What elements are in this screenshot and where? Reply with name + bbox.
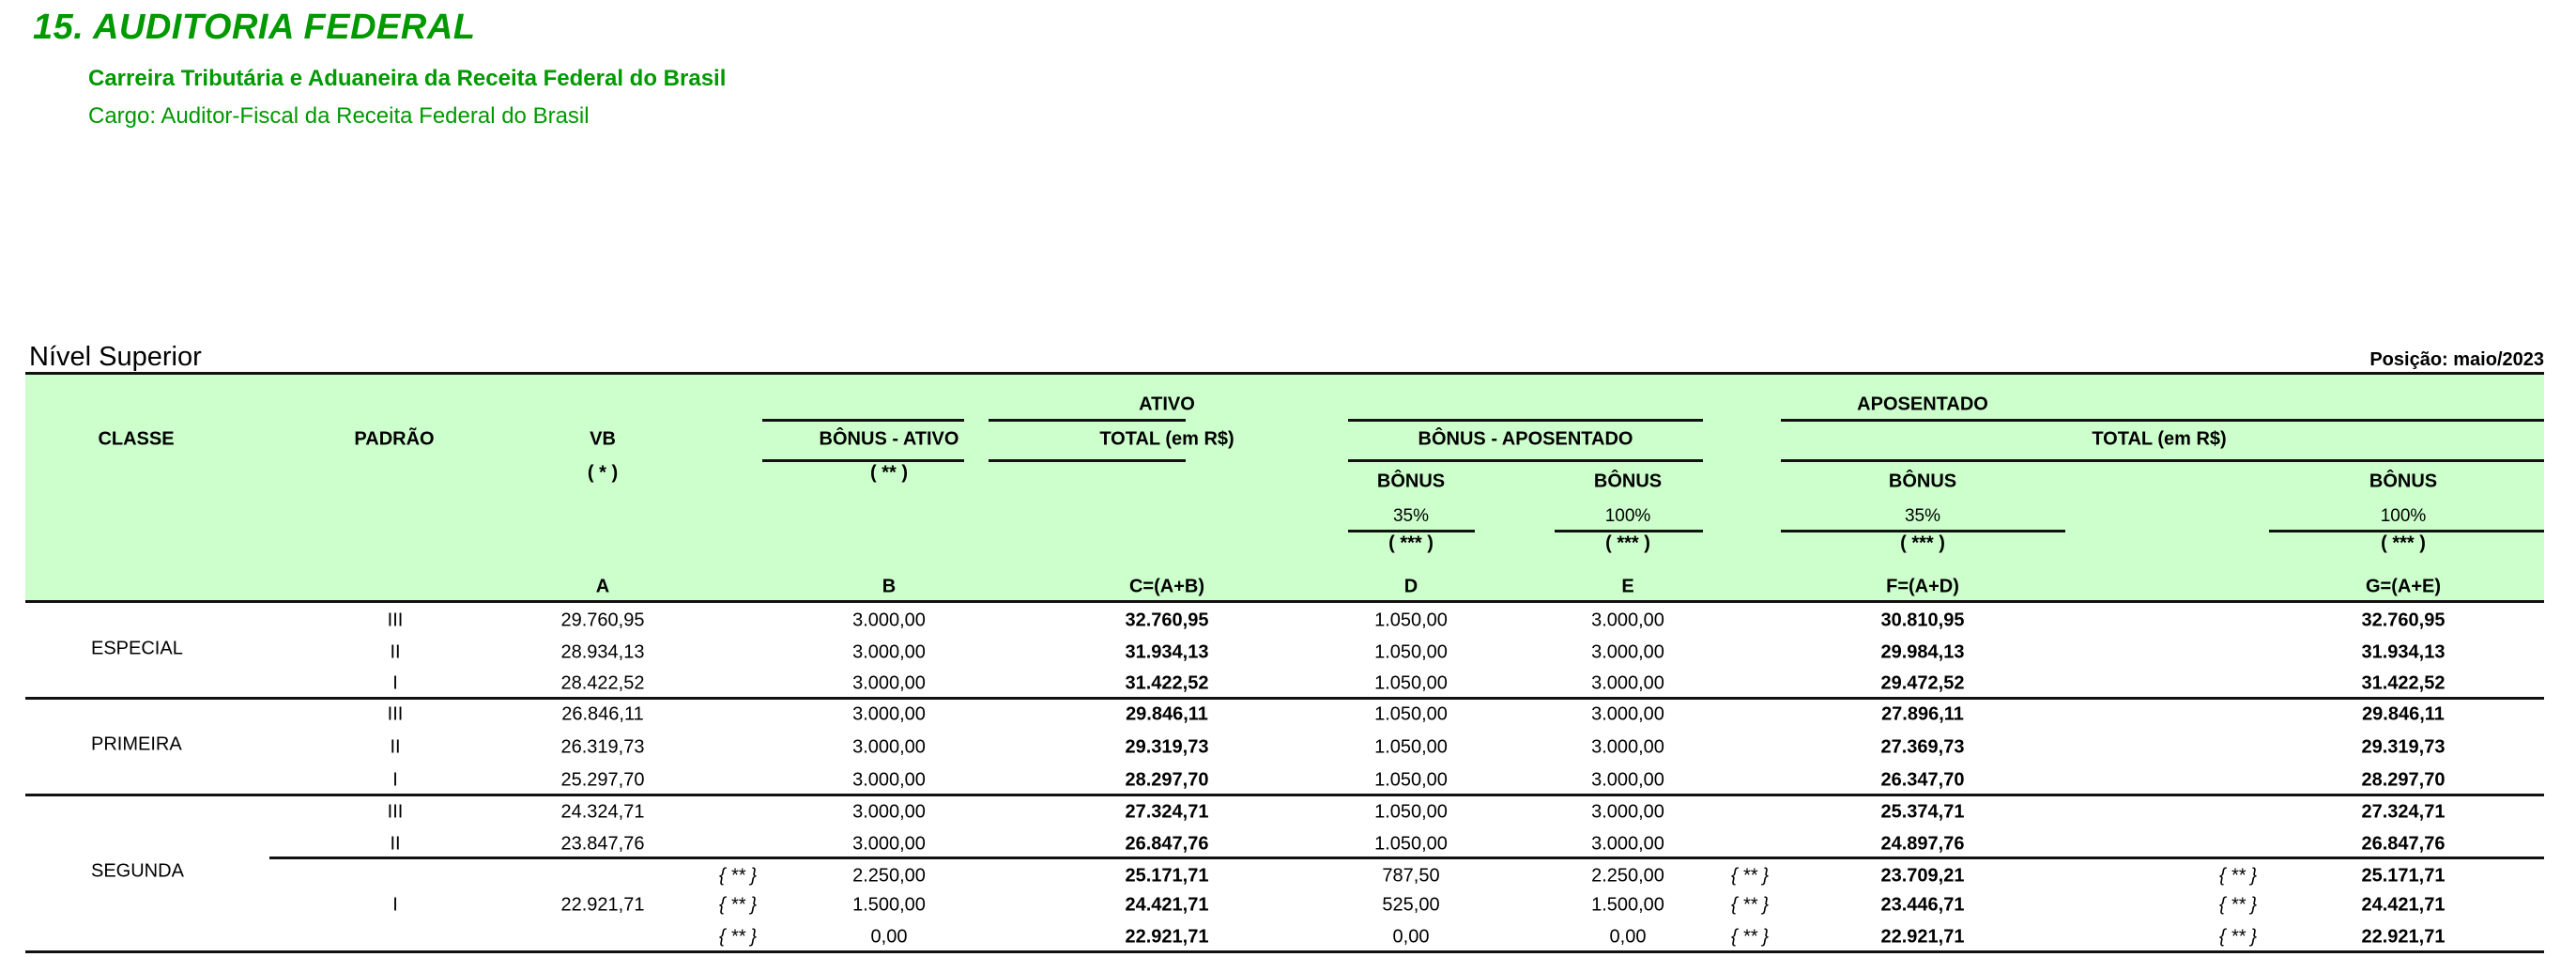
reference-date: Posição: maio/2023: [2369, 349, 2544, 370]
cell-c: 25.171,71: [1125, 865, 1209, 887]
header-pct-d: 35%: [1392, 506, 1430, 526]
cell-e: 3.000,00: [1591, 610, 1664, 631]
cell-c: 29.846,11: [1126, 703, 1208, 725]
cell-c: 22.921,71: [1125, 926, 1209, 948]
cell-padrao: III: [387, 703, 404, 725]
cell-f: 27.369,73: [1880, 736, 1965, 758]
cell-d: 1.050,00: [1374, 672, 1448, 694]
cell-a: 29.760,95: [560, 610, 645, 631]
footnote-marker: { ** }: [718, 926, 758, 948]
cell-a: 28.934,13: [560, 641, 645, 663]
cell-padrao: II: [390, 833, 401, 855]
cell-e: 3.000,00: [1591, 703, 1664, 725]
cell-a: 24.324,71: [560, 801, 645, 823]
cell-b: 3.000,00: [852, 610, 926, 631]
header-aposentado-group: APOSENTADO: [1857, 394, 1988, 415]
header-col-a: A: [595, 576, 610, 597]
cell-b: 3.000,00: [852, 801, 926, 823]
cell-f: 25.374,71: [1880, 801, 1965, 823]
cell-d: 1.050,00: [1374, 641, 1448, 663]
header-col-b: B: [882, 576, 897, 597]
header-col-c: C=(A+B): [1128, 576, 1205, 597]
cell-b: 3.000,00: [852, 641, 926, 663]
header-note-f: ( *** ): [1900, 533, 1945, 554]
bonus-aposentado-top-rule: [1348, 419, 1703, 422]
cell-g: 29.846,11: [2362, 703, 2445, 725]
cell-d: 1.050,00: [1374, 610, 1448, 631]
cell-g: 29.319,73: [2361, 736, 2446, 758]
header-bonus-aposentado: BÔNUS - APOSENTADO: [1418, 428, 1633, 450]
cell-f: 24.897,76: [1880, 833, 1965, 855]
cell-c: 32.760,95: [1125, 610, 1209, 631]
cell-g: 31.422,52: [2361, 672, 2446, 694]
class-label-primeira: PRIMEIRA: [91, 733, 182, 755]
cell-b: 3.000,00: [852, 703, 926, 725]
cell-e: 3.000,00: [1591, 833, 1664, 855]
cell-g: 22.921,71: [2361, 926, 2446, 948]
separator-segunda-padrao-i: [269, 857, 2544, 859]
header-ativo-group: ATIVO: [1139, 394, 1195, 415]
cell-padrao: II: [390, 641, 401, 663]
header-padrao: PADRÃO: [354, 428, 435, 450]
cell-e: 0,00: [1609, 926, 1647, 948]
separator-especial-primeira: [25, 697, 2544, 700]
cell-e: 1.500,00: [1591, 894, 1664, 916]
cell-b: 3.000,00: [852, 672, 926, 694]
cell-padrao: II: [390, 736, 401, 758]
cell-e: 2.250,00: [1591, 865, 1664, 887]
footnote-marker: { ** }: [1730, 926, 1770, 948]
cell-padrao: I: [392, 672, 398, 694]
cell-g: 31.934,13: [2361, 641, 2446, 663]
header-total-aposentado: TOTAL (em R$): [2092, 428, 2227, 450]
cell-f: 23.709,21: [1880, 865, 1965, 887]
cell-padrao: III: [387, 610, 404, 631]
header-pct-e: 100%: [1604, 506, 1651, 526]
cell-f: 29.984,13: [1880, 641, 1965, 663]
cell-f: 27.896,11: [1881, 703, 1964, 725]
cell-e: 3.000,00: [1591, 672, 1664, 694]
cell-c: 27.324,71: [1125, 801, 1209, 823]
header-pct-g: 100%: [2380, 506, 2427, 526]
header-note-g: ( *** ): [2381, 533, 2426, 554]
cell-e: 3.000,00: [1591, 769, 1664, 791]
cell-f: 30.810,95: [1880, 610, 1965, 631]
cell-d: 1.050,00: [1374, 703, 1448, 725]
cell-d: 1.050,00: [1374, 736, 1448, 758]
cell-d: 1.050,00: [1374, 833, 1448, 855]
cell-a: 25.297,70: [560, 769, 645, 791]
cell-d: 787,50: [1382, 865, 1440, 887]
cell-g: 25.171,71: [2361, 865, 2446, 887]
cell-padrao: I: [392, 769, 398, 791]
cell-f: 26.347,70: [1880, 769, 1965, 791]
header-col-f: F=(A+D): [1886, 576, 1959, 597]
level-label: Nível Superior: [29, 342, 202, 372]
cell-d: 525,00: [1382, 894, 1440, 916]
cell-d: 0,00: [1392, 926, 1430, 948]
header-col-e: E: [1621, 576, 1634, 597]
cell-c: 29.319,73: [1125, 736, 1209, 758]
cell-b: 1.500,00: [852, 894, 926, 916]
footnote-marker: { ** }: [2218, 926, 2258, 948]
footnote-marker: { ** }: [1730, 865, 1770, 887]
header-bottom-border: [25, 600, 2544, 603]
header-note-d: ( *** ): [1388, 533, 1434, 554]
cell-a: 26.846,11: [561, 703, 644, 725]
header-vb: VB: [590, 428, 616, 450]
table-header-background: [25, 374, 2544, 601]
cell-a: 23.847,76: [560, 833, 645, 855]
cell-b: 3.000,00: [852, 736, 926, 758]
header-col-g: G=(A+E): [2365, 576, 2442, 597]
cell-d: 1.050,00: [1374, 769, 1448, 791]
cell-f: 23.446,71: [1880, 894, 1965, 916]
header-bonus-e: BÔNUS: [1593, 471, 1663, 492]
cell-c: 26.847,76: [1125, 833, 1209, 855]
cell-d: 1.050,00: [1374, 801, 1448, 823]
cell-b: 3.000,00: [852, 769, 926, 791]
cell-padrao: I: [392, 894, 398, 916]
cell-a: 22.921,71: [560, 894, 645, 916]
header-vb-note: ( * ): [587, 462, 619, 484]
separator-primeira-segunda: [25, 794, 2544, 796]
footnote-marker: { ** }: [2218, 865, 2258, 887]
header-bonus-d: BÔNUS: [1376, 471, 1446, 492]
cell-g: 28.297,70: [2361, 769, 2446, 791]
cell-a: 26.319,73: [560, 736, 645, 758]
footnote-marker: { ** }: [1730, 894, 1770, 916]
header-col-d: D: [1403, 576, 1418, 597]
header-bonus-f: BÔNUS: [1888, 471, 1957, 492]
cell-b: 0,00: [870, 926, 908, 948]
header-bonus-ativo-note: ( ** ): [870, 462, 908, 484]
class-label-segunda: SEGUNDA: [91, 860, 184, 882]
cell-c: 31.934,13: [1125, 641, 1209, 663]
page-title: 15. AUDITORIA FEDERAL: [33, 8, 476, 47]
total-ativo-top-rule: [989, 419, 1186, 422]
cell-b: 3.000,00: [852, 833, 926, 855]
cell-e: 3.000,00: [1591, 736, 1664, 758]
table-bottom-border: [25, 950, 2544, 953]
total-ativo-bottom-rule: [989, 459, 1186, 462]
header-bonus-g: BÔNUS: [2369, 471, 2438, 492]
cell-g: 24.421,71: [2361, 894, 2446, 916]
position-subtitle: Cargo: Auditor-Fiscal da Receita Federal do Brasil: [88, 103, 590, 129]
career-subtitle: Carreira Tributária e Aduaneira da Receita Federal do Brasil: [88, 66, 727, 91]
footnote-marker: { ** }: [2218, 894, 2258, 916]
cell-e: 3.000,00: [1591, 641, 1664, 663]
cell-c: 24.421,71: [1125, 894, 1209, 916]
bonus-ativo-top-rule: [762, 419, 964, 422]
cell-f: 29.472,52: [1880, 672, 1965, 694]
header-pct-f: 35%: [1904, 506, 1941, 526]
header-bonus-ativo: BÔNUS - ATIVO: [819, 428, 959, 450]
cell-c: 28.297,70: [1125, 769, 1209, 791]
bonus-ativo-bottom-rule: [762, 459, 964, 462]
header-classe: CLASSE: [98, 428, 175, 450]
cell-f: 22.921,71: [1880, 926, 1965, 948]
cell-b: 2.250,00: [852, 865, 926, 887]
footnote-marker: { ** }: [718, 865, 758, 887]
footnote-marker: { ** }: [718, 894, 758, 916]
cell-c: 31.422,52: [1125, 672, 1209, 694]
bonus-aposentado-bottom-rule: [1348, 459, 1703, 462]
header-note-e: ( *** ): [1605, 533, 1650, 554]
table-top-border: [25, 372, 2544, 375]
cell-g: 27.324,71: [2361, 801, 2446, 823]
aposentado-bottom-rule: [1781, 459, 2544, 462]
class-label-especial: ESPECIAL: [91, 638, 183, 659]
cell-e: 3.000,00: [1591, 801, 1664, 823]
aposentado-top-rule: [1781, 419, 2544, 422]
cell-padrao: III: [387, 801, 404, 823]
header-total-ativo: TOTAL (em R$): [1099, 428, 1234, 450]
cell-g: 32.760,95: [2361, 610, 2446, 631]
cell-g: 26.847,76: [2361, 833, 2446, 855]
cell-a: 28.422,52: [560, 672, 645, 694]
